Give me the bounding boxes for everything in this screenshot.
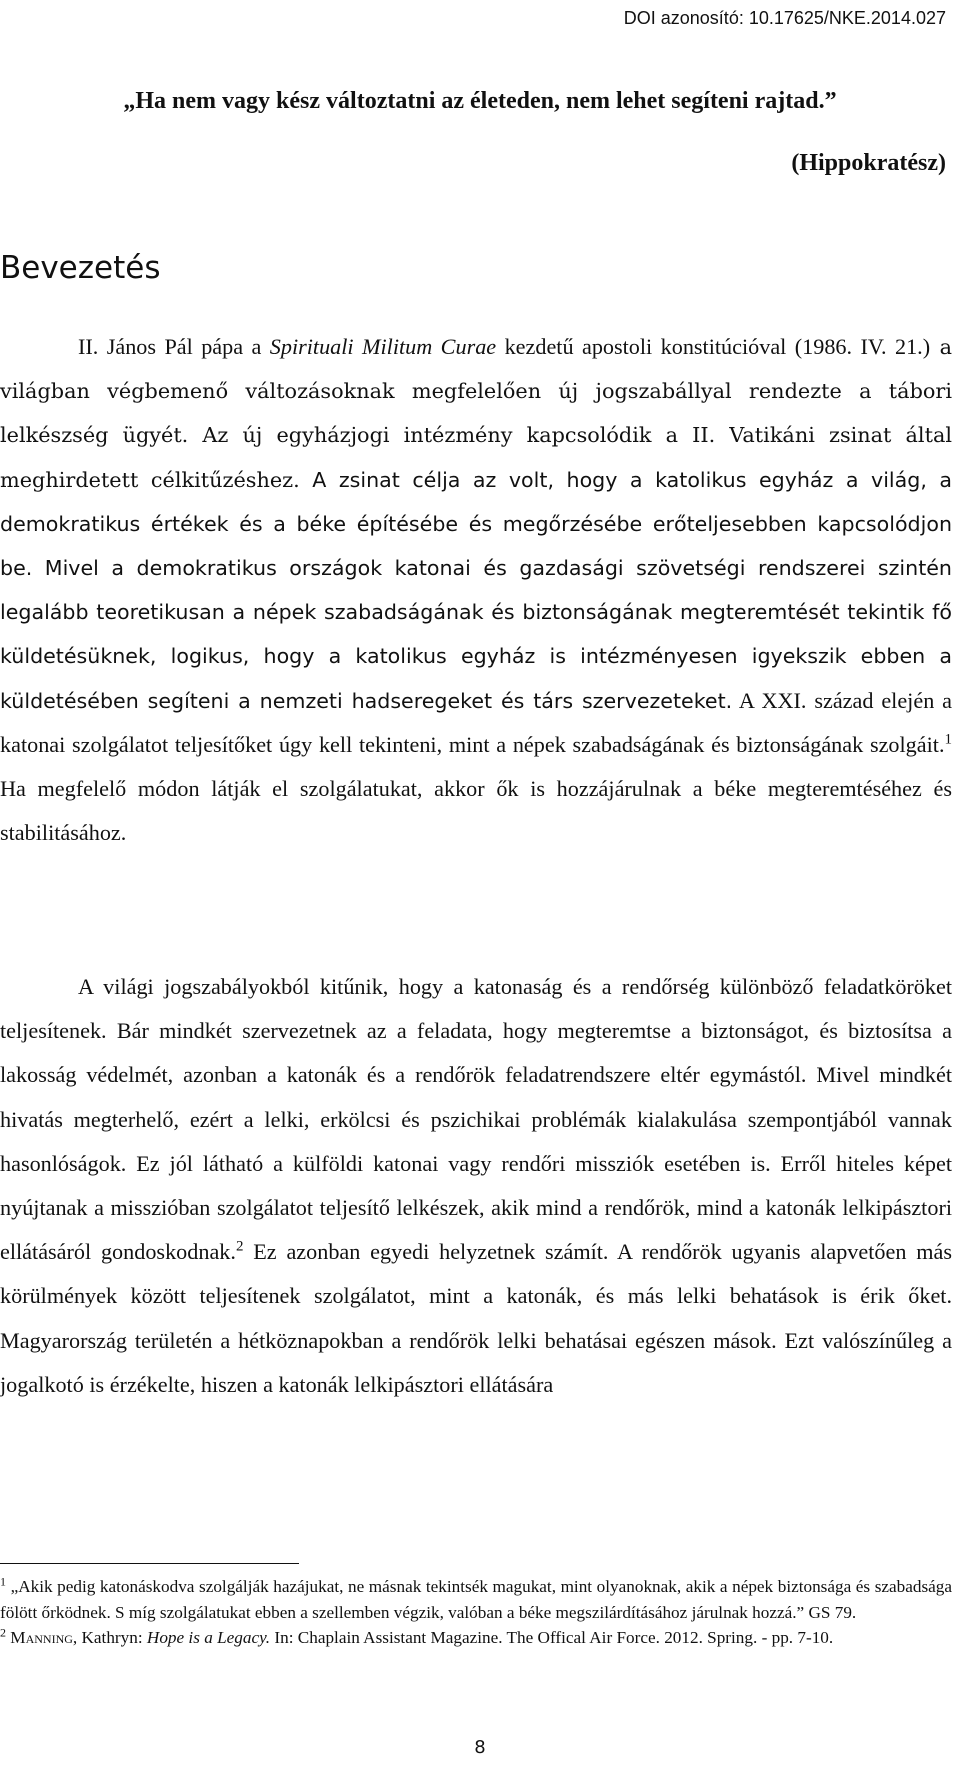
footnote-1-number: 1 [0,1574,6,1589]
footnote-2-author: Manning [10,1628,73,1647]
footnote-2-title: Hope is a Legacy. [146,1628,271,1647]
motto-quote: „Ha nem vagy kész változtatni az életeden, nem lehet segíteni rajtad.” [123,88,837,114]
footnote-ref-2[interactable]: 2 [235,1238,244,1255]
footnote-1 [0,1574,952,1625]
p1-serif-end: A XXI. század elején a katonai szolgálatot teljesítőket úgy kell tekinteni, mint a népek szabadságának és biztonságának szolgáit. [0,687,952,757]
footnote-2-number: 2 [0,1625,6,1640]
paragraph-1 [0,325,952,855]
doi-header: DOI azonosító: 10.17625/NKE.2014.027 [623,8,946,28]
footnote-separator [0,1563,299,1564]
document-title-italic: Spirituali Militum Curae [269,334,497,359]
p2-part2: Ez azonban egyedi helyzetnek számít. A rendőrök ugyanis alapvetően más körülmények között teljesítenek szolgálatot, mint a katonák, és más lelki behatások is érik őket. Magyarország területén a hétköznapokban a rendőrök lelki behatásai egészen mások. Ezt valószínűleg a jogalkotó is érzékelte, hiszen a katonák lelkipásztori ellátására [0,1239,952,1397]
footnote-1-text: „Akik pedig katonáskodva szolgálják hazájukat, ne másnak tekintsék magukat, mint olyanoknak, akik a népek biztonsága és szabadsága fölött őrködnek. S míg szolgálatukat ebben a szellemben végzik, valóban a béke megszilárdításához járulnak hozzá.” GS 79. [0,1577,952,1622]
motto-author: (Hippokratész) [791,150,946,176]
p1-after-italic: kezdetű apostoli konstitúcióval (1986. IV. 21.) [496,334,931,359]
footnote-2-after-author: , Kathryn: [72,1628,147,1647]
p1-lead: II. János Pál pápa a [78,334,270,359]
paragraph-2 [0,965,952,1407]
footnotes [0,1574,952,1651]
footnote-2-rest: In: Chaplain Assistant Magazine. The Offical Air Force. 2012. Spring. - pp. 7-10. [270,1628,834,1647]
p2-part1: A világi jogszabályokból kitűnik, hogy a katonaság és a rendőrség különböző feladatköröket teljesítenek. Bár mindkét szervezetnek az a feladata, hogy megteremtse a biztonságot, és biztosítsa a lakosság védelmét, azonban a katonák és a rendőrök feladatrendszere eltér egymástól. Mivel mindkét hivatás megterhelő, ezért a lelki, erkölcsi és pszichikai problémák kialakulása szempontjából vannak hasonlóságok. Ez jól látható a külföldi katonai vagy rendőri missziók esetében is. Erről hiteles képet nyújtanak a misszióban szolgálatot teljesítő lelkészek, akik mind a rendőrök, mind a katonák lelkipásztori ellátásáról gondoskodnak. [0,974,952,1265]
p1-final: Ha megfelelő módon látják el szolgálatukat, akkor ők is hozzájárulnak a béke megteremtéséhez és stabilitásához. [0,776,952,846]
footnote-2 [0,1625,952,1651]
page-number: 8 [474,1737,486,1758]
footnote-ref-1[interactable]: 1 [944,731,952,748]
p1-tail: A zsinat célja az volt, hogy a katolikus egyház a világ, a demokratikus értékek és a béke építésébe és megőrzésébe erőteljesebben kapcsolódjon be. Mivel a demokratikus országok katonai és gazdasági szövetségi rendszerei szintén legalább teoretikusan a népek szabadságának és biztonságának megteremtését tekintik fő küldetésüknek, logikus, hogy a katolikus egyház is intézményesen igyekszik ebben a küldetésében segíteni a nemzeti hadseregeket és társ szervezeteket. [0,467,953,713]
p1-rest: a világban végbemenő változásoknak megfelelően új jogszabállyal rendezte a tábori lelkészség ügyét. Az új egyházjogi intézmény kapcsolódik a II. Vatikáni zsinat által meghirdetett célkitűzéshez. [0,335,952,492]
section-heading: Bevezetés [0,250,161,286]
